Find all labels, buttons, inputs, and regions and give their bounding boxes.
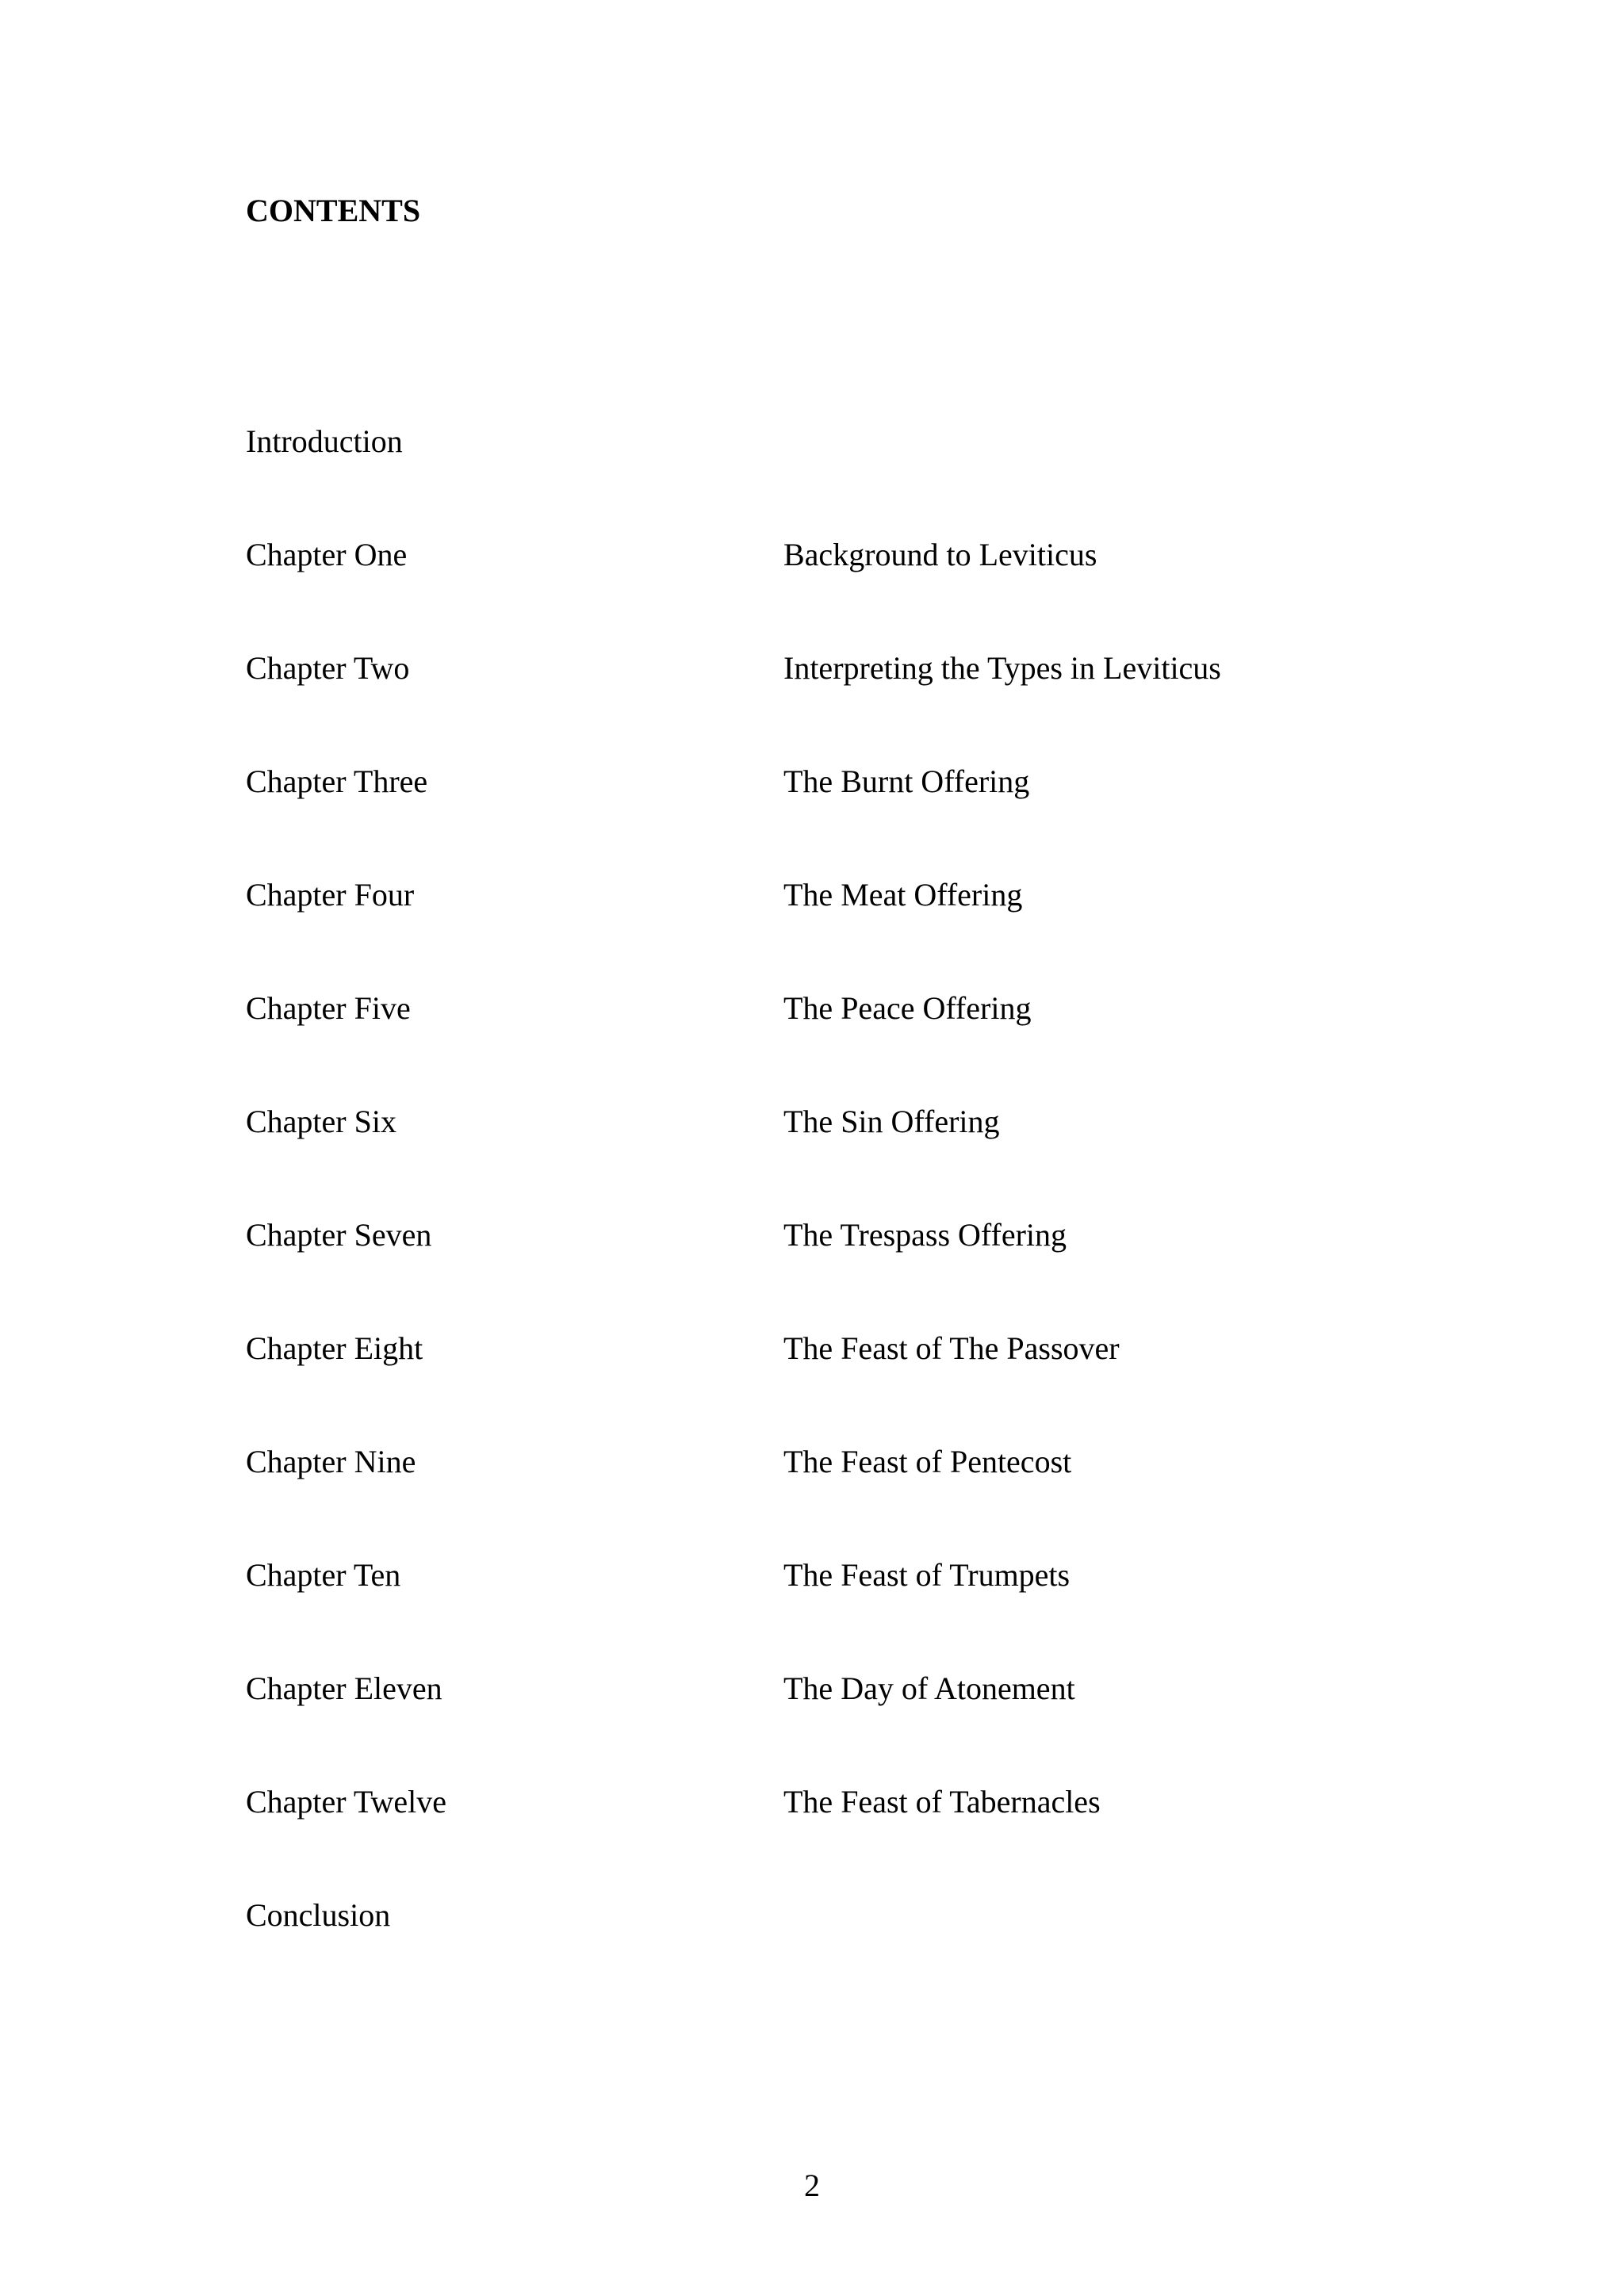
toc-entry-chapter-six: [246, 1102, 1435, 1215]
toc-entry-chapter-three: [246, 762, 1435, 875]
toc-entry-chapter-nine: [246, 1442, 1435, 1556]
toc-entry-title: The Peace Offering: [783, 990, 1032, 1026]
toc-entry-introduction: [246, 422, 1435, 535]
toc-entry-label: Chapter Seven: [246, 1217, 432, 1253]
toc-entry-label: Chapter Eleven: [246, 1670, 442, 1706]
toc-entry-chapter-two: [246, 649, 1435, 762]
toc-entry-label: Chapter One: [246, 537, 408, 572]
toc-entry-label: Chapter Four: [246, 877, 415, 913]
toc-entry-label: Chapter Ten: [246, 1557, 401, 1593]
toc-entry-chapter-five: [246, 989, 1435, 1102]
toc-entry-label: Introduction: [246, 423, 403, 459]
toc-entry-title: The Meat Offering: [783, 877, 1023, 913]
toc-entry-conclusion: [246, 1896, 1435, 2009]
toc-entry-title: The Feast of Pentecost: [783, 1444, 1072, 1479]
toc-entry-chapter-ten: [246, 1556, 1435, 1669]
toc-entry-chapter-four: [246, 875, 1435, 989]
toc-entry-label: Chapter Six: [246, 1104, 396, 1139]
toc-entry-title: Background to Leviticus: [783, 537, 1097, 572]
page-number: 2: [804, 2168, 820, 2203]
page-title: CONTENTS: [246, 193, 421, 228]
toc-entry-chapter-eleven: [246, 1669, 1435, 1782]
toc-entry-title: The Sin Offering: [783, 1104, 1000, 1139]
table-of-contents: [246, 422, 1435, 2009]
toc-entry-label: Chapter Five: [246, 990, 411, 1026]
toc-entry-label: Chapter Eight: [246, 1330, 423, 1366]
toc-entry-title: The Feast of The Passover: [783, 1330, 1120, 1366]
toc-entry-label: Chapter Three: [246, 763, 428, 799]
toc-entry-chapter-twelve: [246, 1782, 1435, 1896]
toc-entry-label: Chapter Twelve: [246, 1784, 447, 1820]
toc-entry-title: The Feast of Trumpets: [783, 1557, 1071, 1593]
toc-entry-chapter-seven: [246, 1215, 1435, 1329]
toc-entry-title: The Trespass Offering: [783, 1217, 1067, 1253]
toc-entry-title: The Day of Atonement: [783, 1670, 1075, 1706]
toc-entry-title: Interpreting the Types in Leviticus: [783, 650, 1221, 686]
toc-entry-label: Conclusion: [246, 1897, 391, 1933]
toc-entry-label: Chapter Two: [246, 650, 410, 686]
toc-entry-title: The Burnt Offering: [783, 763, 1030, 799]
toc-entry-title: The Feast of Tabernacles: [783, 1784, 1101, 1820]
toc-entry-chapter-one: [246, 535, 1435, 649]
toc-entry-chapter-eight: [246, 1329, 1435, 1442]
toc-entry-label: Chapter Nine: [246, 1444, 416, 1479]
